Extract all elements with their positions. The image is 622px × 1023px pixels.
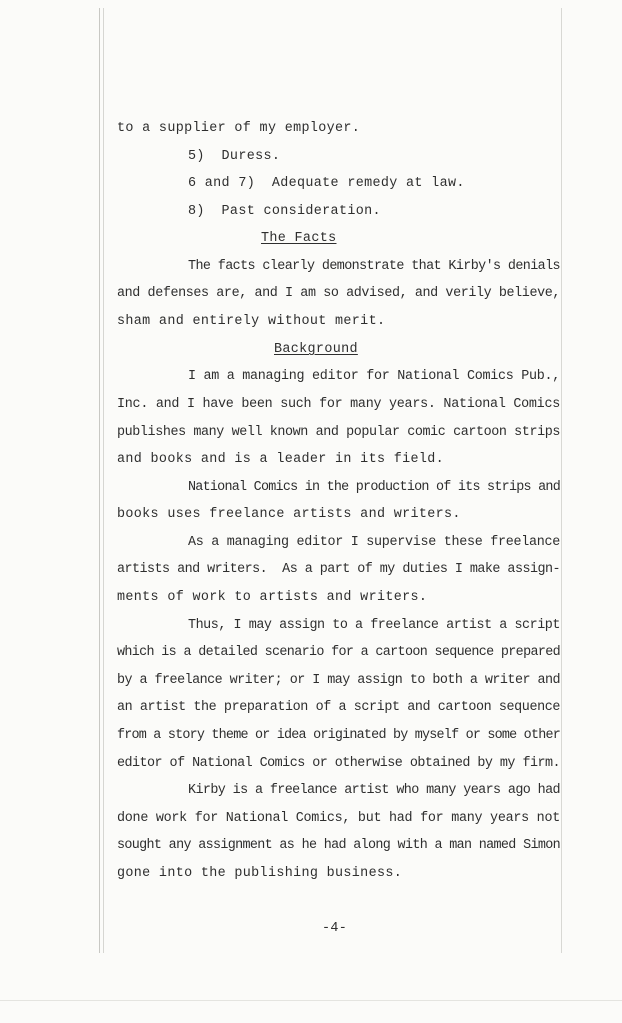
list-item-duress: 5) Duress. [188, 149, 281, 164]
text-line: to a supplier of my employer. [117, 121, 361, 136]
text-line: from a story theme or idea originated by myself or some other [117, 728, 560, 743]
text-line: an artist the preparation of a script and cartoon sequence [117, 700, 560, 715]
text-line: Kirby is a freelance artist who many years ago had [188, 783, 560, 798]
list-item-past-consideration: 8) Past consideration. [188, 204, 381, 219]
text-line: editor of National Comics or otherwise obtained by my firm. [117, 756, 560, 771]
text-line: gone into the publishing business. [117, 866, 403, 881]
text-line: books uses freelance artists and writers. [117, 507, 461, 522]
heading-the-facts: The Facts [261, 231, 337, 246]
text-line: publishes many well known and popular comic cartoon strips [117, 425, 560, 440]
page-number: -4- [322, 921, 348, 936]
page-edge [0, 1000, 622, 1001]
margin-rule-left [99, 8, 100, 953]
margin-rule-left-inner [103, 8, 104, 953]
text-line: artists and writers. As a part of my duties I make assign- [117, 562, 560, 577]
text-line: ments of work to artists and writers. [117, 590, 428, 605]
text-line: The facts clearly demonstrate that Kirby's denials [188, 259, 560, 274]
text-line: Inc. and I have been such for many years. National Comics [117, 397, 561, 412]
heading-background: Background [274, 342, 358, 357]
text-line: which is a detailed scenario for a cartoon sequence prepared [117, 645, 560, 660]
text-line: by a freelance writer; or I may assign to both a writer and [117, 673, 560, 688]
margin-rule-right [561, 8, 562, 953]
text-line: I am a managing editor for National Comics Pub., [188, 369, 560, 384]
text-line: sought any assignment as he had along with a man named Simon [117, 838, 560, 853]
text-line: Thus, I may assign to a freelance artist a script [188, 618, 560, 633]
text-line: and books and is a leader in its field. [117, 452, 445, 467]
text-line: done work for National Comics, but had for many years not [117, 811, 561, 826]
text-line: As a managing editor I supervise these freelance [188, 535, 560, 550]
text-line: sham and entirely without merit. [117, 314, 386, 329]
list-item-adequate-remedy: 6 and 7) Adequate remedy at law. [188, 176, 465, 191]
text-line: and defenses are, and I am so advised, and verily believe, [117, 286, 560, 301]
text-line: National Comics in the production of its strips and [188, 480, 560, 495]
